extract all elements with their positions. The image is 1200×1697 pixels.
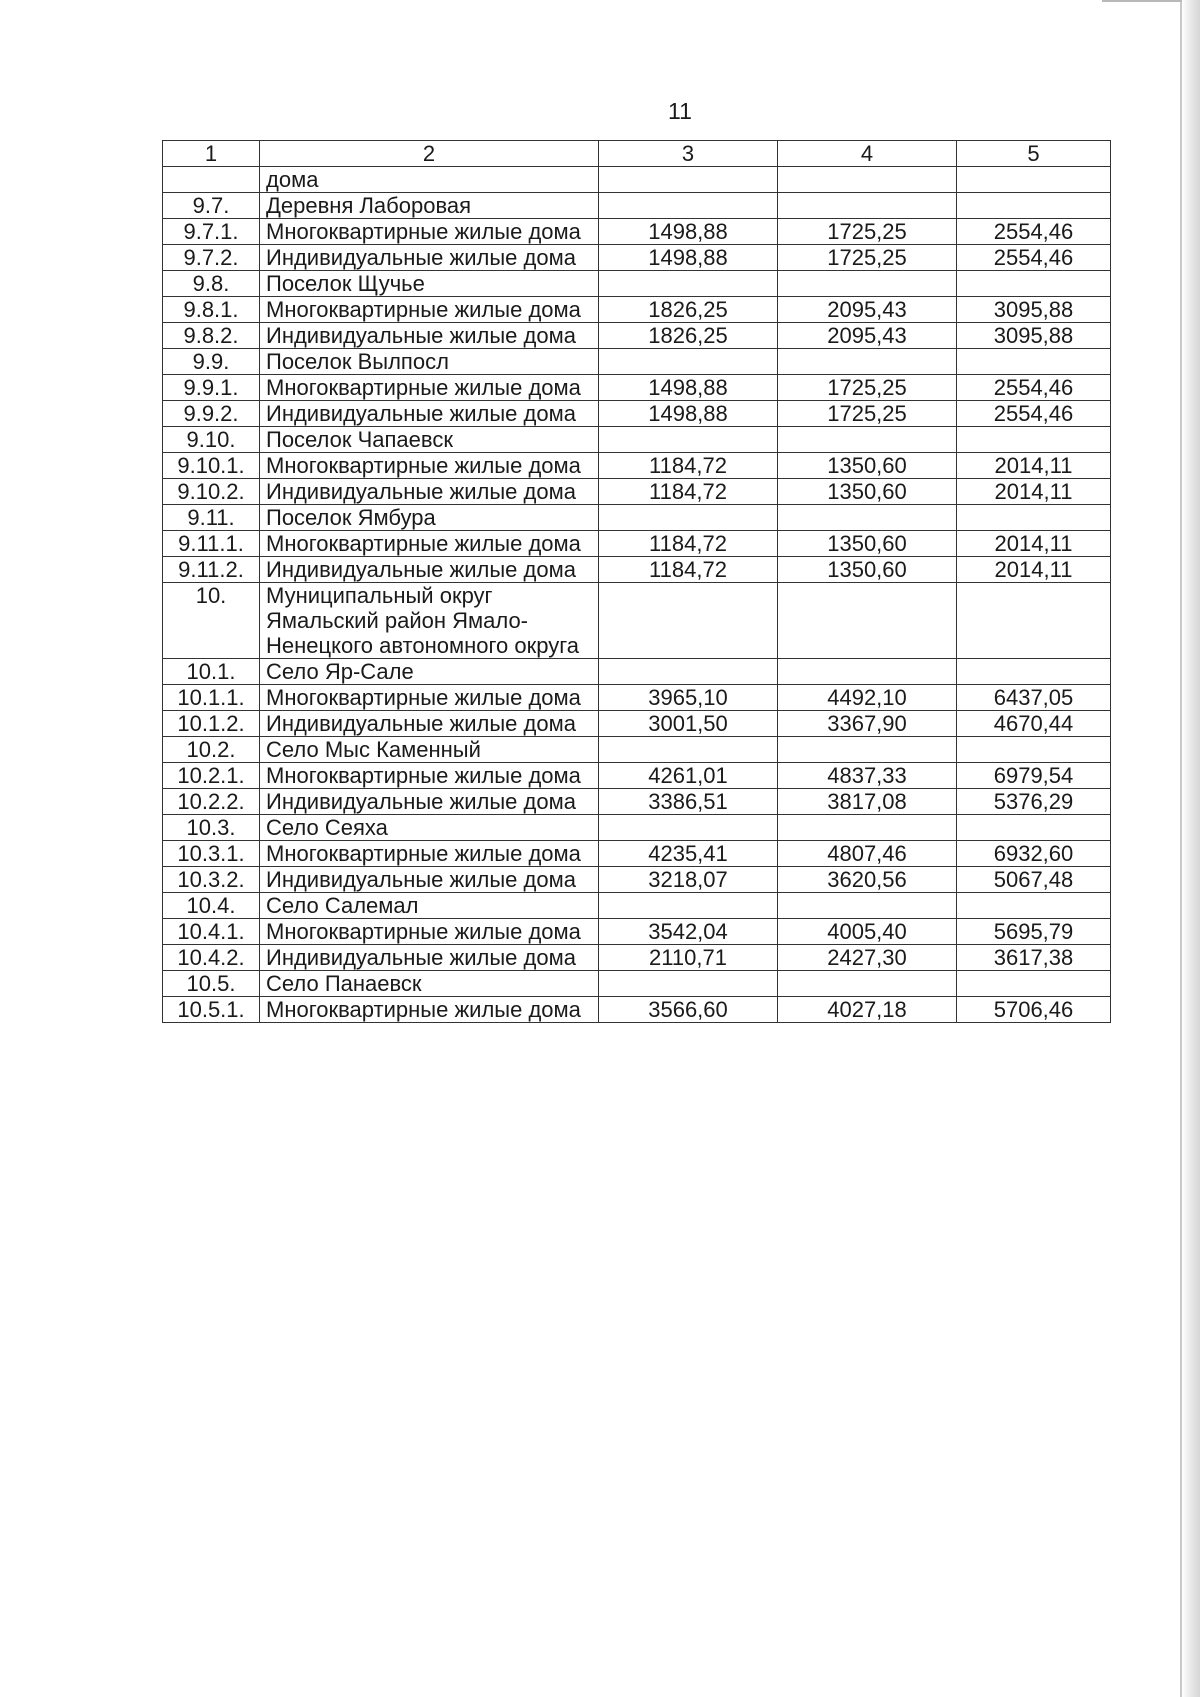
row-number-cell: 9.11.2. (163, 557, 260, 583)
value-cell-col5 (957, 737, 1111, 763)
row-number-cell: 9.10. (163, 427, 260, 453)
value-cell-col4: 1350,60 (778, 479, 957, 505)
row-number-cell: 10.1.2. (163, 711, 260, 737)
value-cell-col4 (778, 167, 957, 193)
row-number-cell: 10.3. (163, 815, 260, 841)
row-name-cell: Многоквартирные жилые дома (260, 997, 599, 1023)
table-row (163, 841, 1111, 867)
value-cell-col3 (599, 583, 778, 659)
value-cell-col3: 4261,01 (599, 763, 778, 789)
value-cell-col5 (957, 893, 1111, 919)
value-cell-col3 (599, 427, 778, 453)
value-cell-col4: 4492,10 (778, 685, 957, 711)
table-row (163, 659, 1111, 685)
value-cell-col5: 2014,11 (957, 479, 1111, 505)
value-cell-col5: 3617,38 (957, 945, 1111, 971)
value-cell-col5: 2554,46 (957, 375, 1111, 401)
row-name-cell: Село Панаевск (260, 971, 599, 997)
table-row (163, 297, 1111, 323)
row-name-cell: Индивидуальные жилые дома (260, 711, 599, 737)
value-cell-col3: 1498,88 (599, 219, 778, 245)
value-cell-col3: 3542,04 (599, 919, 778, 945)
value-cell-col3: 1498,88 (599, 375, 778, 401)
table-row (163, 193, 1111, 219)
table-row (163, 919, 1111, 945)
row-number-cell: 10.4.2. (163, 945, 260, 971)
value-cell-col3: 1184,72 (599, 453, 778, 479)
value-cell-col5: 4670,44 (957, 711, 1111, 737)
value-cell-col4 (778, 971, 957, 997)
value-cell-col5 (957, 167, 1111, 193)
row-number-cell: 10.3.1. (163, 841, 260, 867)
value-cell-col3 (599, 737, 778, 763)
value-cell-col3: 3965,10 (599, 685, 778, 711)
table-row (163, 737, 1111, 763)
table-row (163, 349, 1111, 375)
row-name-cell: Многоквартирные жилые дома (260, 531, 599, 557)
value-cell-col4: 1725,25 (778, 375, 957, 401)
table-row (163, 997, 1111, 1023)
value-cell-col5: 5067,48 (957, 867, 1111, 893)
value-cell-col3: 1498,88 (599, 245, 778, 271)
row-name-cell: Село Яр-Сале (260, 659, 599, 685)
table-row (163, 219, 1111, 245)
value-cell-col5 (957, 349, 1111, 375)
row-number-cell: 10.5. (163, 971, 260, 997)
row-name-cell: Индивидуальные жилые дома (260, 867, 599, 893)
table-row (163, 479, 1111, 505)
row-number-cell: 10.2.1. (163, 763, 260, 789)
row-name-cell: Индивидуальные жилые дома (260, 479, 599, 505)
row-number-cell: 9.8. (163, 271, 260, 297)
price-table (162, 140, 1111, 1023)
page-edge-shadow (1182, 0, 1200, 1697)
value-cell-col5 (957, 583, 1111, 659)
row-number-cell (163, 167, 260, 193)
value-cell-col3 (599, 659, 778, 685)
row-number-cell: 9.9.2. (163, 401, 260, 427)
row-name-cell: Многоквартирные жилые дома (260, 685, 599, 711)
value-cell-col3: 2110,71 (599, 945, 778, 971)
row-name-cell: Поселок Ямбура (260, 505, 599, 531)
table-row (163, 867, 1111, 893)
row-name-cell: Поселок Вылпосл (260, 349, 599, 375)
row-number-cell: 10.4. (163, 893, 260, 919)
row-number-cell: 9.8.1. (163, 297, 260, 323)
row-number-cell: 9.9. (163, 349, 260, 375)
value-cell-col3: 3386,51 (599, 789, 778, 815)
table-row (163, 893, 1111, 919)
value-cell-col4: 2095,43 (778, 297, 957, 323)
table-row (163, 763, 1111, 789)
value-cell-col4 (778, 893, 957, 919)
value-cell-col5: 5695,79 (957, 919, 1111, 945)
row-number-cell: 10.2. (163, 737, 260, 763)
row-number-cell: 9.8.2. (163, 323, 260, 349)
value-cell-col5 (957, 505, 1111, 531)
row-number-cell: 10.5.1. (163, 997, 260, 1023)
value-cell-col3: 1498,88 (599, 401, 778, 427)
row-number-cell: 9.9.1. (163, 375, 260, 401)
value-cell-col4: 2095,43 (778, 323, 957, 349)
table-row (163, 685, 1111, 711)
value-cell-col3 (599, 271, 778, 297)
value-cell-col4 (778, 349, 957, 375)
value-cell-col3: 3001,50 (599, 711, 778, 737)
value-cell-col5 (957, 659, 1111, 685)
value-cell-col3: 4235,41 (599, 841, 778, 867)
value-cell-col3 (599, 349, 778, 375)
table-row (163, 453, 1111, 479)
value-cell-col5 (957, 971, 1111, 997)
value-cell-col3 (599, 167, 778, 193)
value-cell-col4: 1725,25 (778, 219, 957, 245)
column-header-1: 1 (163, 141, 260, 167)
table-row (163, 427, 1111, 453)
column-header-3: 3 (599, 141, 778, 167)
row-name-cell: Индивидуальные жилые дома (260, 323, 599, 349)
value-cell-col4 (778, 193, 957, 219)
row-name-cell: Индивидуальные жилые дома (260, 789, 599, 815)
row-number-cell: 10. (163, 583, 260, 659)
value-cell-col4: 3620,56 (778, 867, 957, 893)
row-number-cell: 9.11. (163, 505, 260, 531)
row-number-cell: 9.7.2. (163, 245, 260, 271)
value-cell-col5: 3095,88 (957, 323, 1111, 349)
value-cell-col4: 4807,46 (778, 841, 957, 867)
value-cell-col4: 1350,60 (778, 453, 957, 479)
row-name-cell: Поселок Чапаевск (260, 427, 599, 453)
row-number-cell: 9.7. (163, 193, 260, 219)
row-name-cell: Многоквартирные жилые дома (260, 763, 599, 789)
value-cell-col5: 5376,29 (957, 789, 1111, 815)
row-number-cell: 9.10.1. (163, 453, 260, 479)
row-name-cell: Индивидуальные жилые дома (260, 245, 599, 271)
table-row (163, 557, 1111, 583)
value-cell-col3 (599, 505, 778, 531)
row-name-cell: Село Сеяха (260, 815, 599, 841)
scan-mark (1102, 0, 1182, 2)
value-cell-col5: 3095,88 (957, 297, 1111, 323)
table-row (163, 583, 1111, 659)
value-cell-col5: 2014,11 (957, 531, 1111, 557)
column-header-4: 4 (778, 141, 957, 167)
value-cell-col5 (957, 427, 1111, 453)
value-cell-col3: 1184,72 (599, 557, 778, 583)
value-cell-col5 (957, 193, 1111, 219)
row-name-cell: Многоквартирные жилые дома (260, 297, 599, 323)
row-name-cell: Индивидуальные жилые дома (260, 401, 599, 427)
value-cell-col3 (599, 971, 778, 997)
row-number-cell: 10.1. (163, 659, 260, 685)
value-cell-col4: 1725,25 (778, 401, 957, 427)
value-cell-col3: 1184,72 (599, 531, 778, 557)
value-cell-col3: 1826,25 (599, 323, 778, 349)
table-row (163, 323, 1111, 349)
row-name-cell: Село Мыс Каменный (260, 737, 599, 763)
value-cell-col5: 5706,46 (957, 997, 1111, 1023)
row-name-cell: Индивидуальные жилые дома (260, 945, 599, 971)
value-cell-col3 (599, 893, 778, 919)
value-cell-col3: 1826,25 (599, 297, 778, 323)
row-name-cell: Многоквартирные жилые дома (260, 375, 599, 401)
value-cell-col5: 2014,11 (957, 453, 1111, 479)
row-number-cell: 9.11.1. (163, 531, 260, 557)
column-header-2: 2 (260, 141, 599, 167)
value-cell-col5: 2554,46 (957, 219, 1111, 245)
table-row (163, 971, 1111, 997)
table-row (163, 945, 1111, 971)
value-cell-col4 (778, 583, 957, 659)
value-cell-col5: 2554,46 (957, 245, 1111, 271)
table-row (163, 505, 1111, 531)
row-name-cell: дома (260, 167, 599, 193)
table-row (163, 271, 1111, 297)
value-cell-col4 (778, 427, 957, 453)
table-row (163, 401, 1111, 427)
value-cell-col4 (778, 737, 957, 763)
row-name-cell: Индивидуальные жилые дома (260, 557, 599, 583)
value-cell-col3: 1184,72 (599, 479, 778, 505)
row-number-cell: 10.4.1. (163, 919, 260, 945)
table-row (163, 375, 1111, 401)
row-name-cell: Поселок Щучье (260, 271, 599, 297)
value-cell-col4: 1725,25 (778, 245, 957, 271)
value-cell-col5: 6437,05 (957, 685, 1111, 711)
row-name-cell: Деревня Лаборовая (260, 193, 599, 219)
table-row (163, 531, 1111, 557)
row-number-cell: 10.1.1. (163, 685, 260, 711)
value-cell-col4 (778, 659, 957, 685)
table-row (163, 711, 1111, 737)
value-cell-col4 (778, 815, 957, 841)
value-cell-col5: 6932,60 (957, 841, 1111, 867)
value-cell-col4: 1350,60 (778, 557, 957, 583)
row-number-cell: 10.3.2. (163, 867, 260, 893)
value-cell-col3: 3218,07 (599, 867, 778, 893)
value-cell-col3 (599, 193, 778, 219)
row-number-cell: 9.7.1. (163, 219, 260, 245)
value-cell-col4: 2427,30 (778, 945, 957, 971)
column-header-5: 5 (957, 141, 1111, 167)
row-number-cell: 9.10.2. (163, 479, 260, 505)
value-cell-col5 (957, 271, 1111, 297)
value-cell-col5: 2014,11 (957, 557, 1111, 583)
value-cell-col4: 4027,18 (778, 997, 957, 1023)
row-name-cell: Многоквартирные жилые дома (260, 219, 599, 245)
row-number-cell: 10.2.2. (163, 789, 260, 815)
row-name-cell: Многоквартирные жилые дома (260, 841, 599, 867)
row-name-cell: Село Салемал (260, 893, 599, 919)
value-cell-col5 (957, 815, 1111, 841)
value-cell-col5: 2554,46 (957, 401, 1111, 427)
value-cell-col4: 4005,40 (778, 919, 957, 945)
value-cell-col4 (778, 505, 957, 531)
value-cell-col4: 4837,33 (778, 763, 957, 789)
value-cell-col4: 3367,90 (778, 711, 957, 737)
table-row (163, 815, 1111, 841)
row-name-cell: Многоквартирные жилые дома (260, 919, 599, 945)
value-cell-col4: 3817,08 (778, 789, 957, 815)
row-name-cell: Муниципальный округ Ямальский район Ямало-Ненецкого автономного округа (260, 583, 599, 659)
table-row (163, 245, 1111, 271)
value-cell-col3: 3566,60 (599, 997, 778, 1023)
header-row (163, 141, 1111, 167)
row-name-cell: Многоквартирные жилые дома (260, 453, 599, 479)
table-row (163, 167, 1111, 193)
value-cell-col3 (599, 815, 778, 841)
value-cell-col5: 6979,54 (957, 763, 1111, 789)
table-row (163, 789, 1111, 815)
table-body (163, 141, 1111, 1023)
value-cell-col4 (778, 271, 957, 297)
page-number: 11 (668, 98, 692, 124)
value-cell-col4: 1350,60 (778, 531, 957, 557)
